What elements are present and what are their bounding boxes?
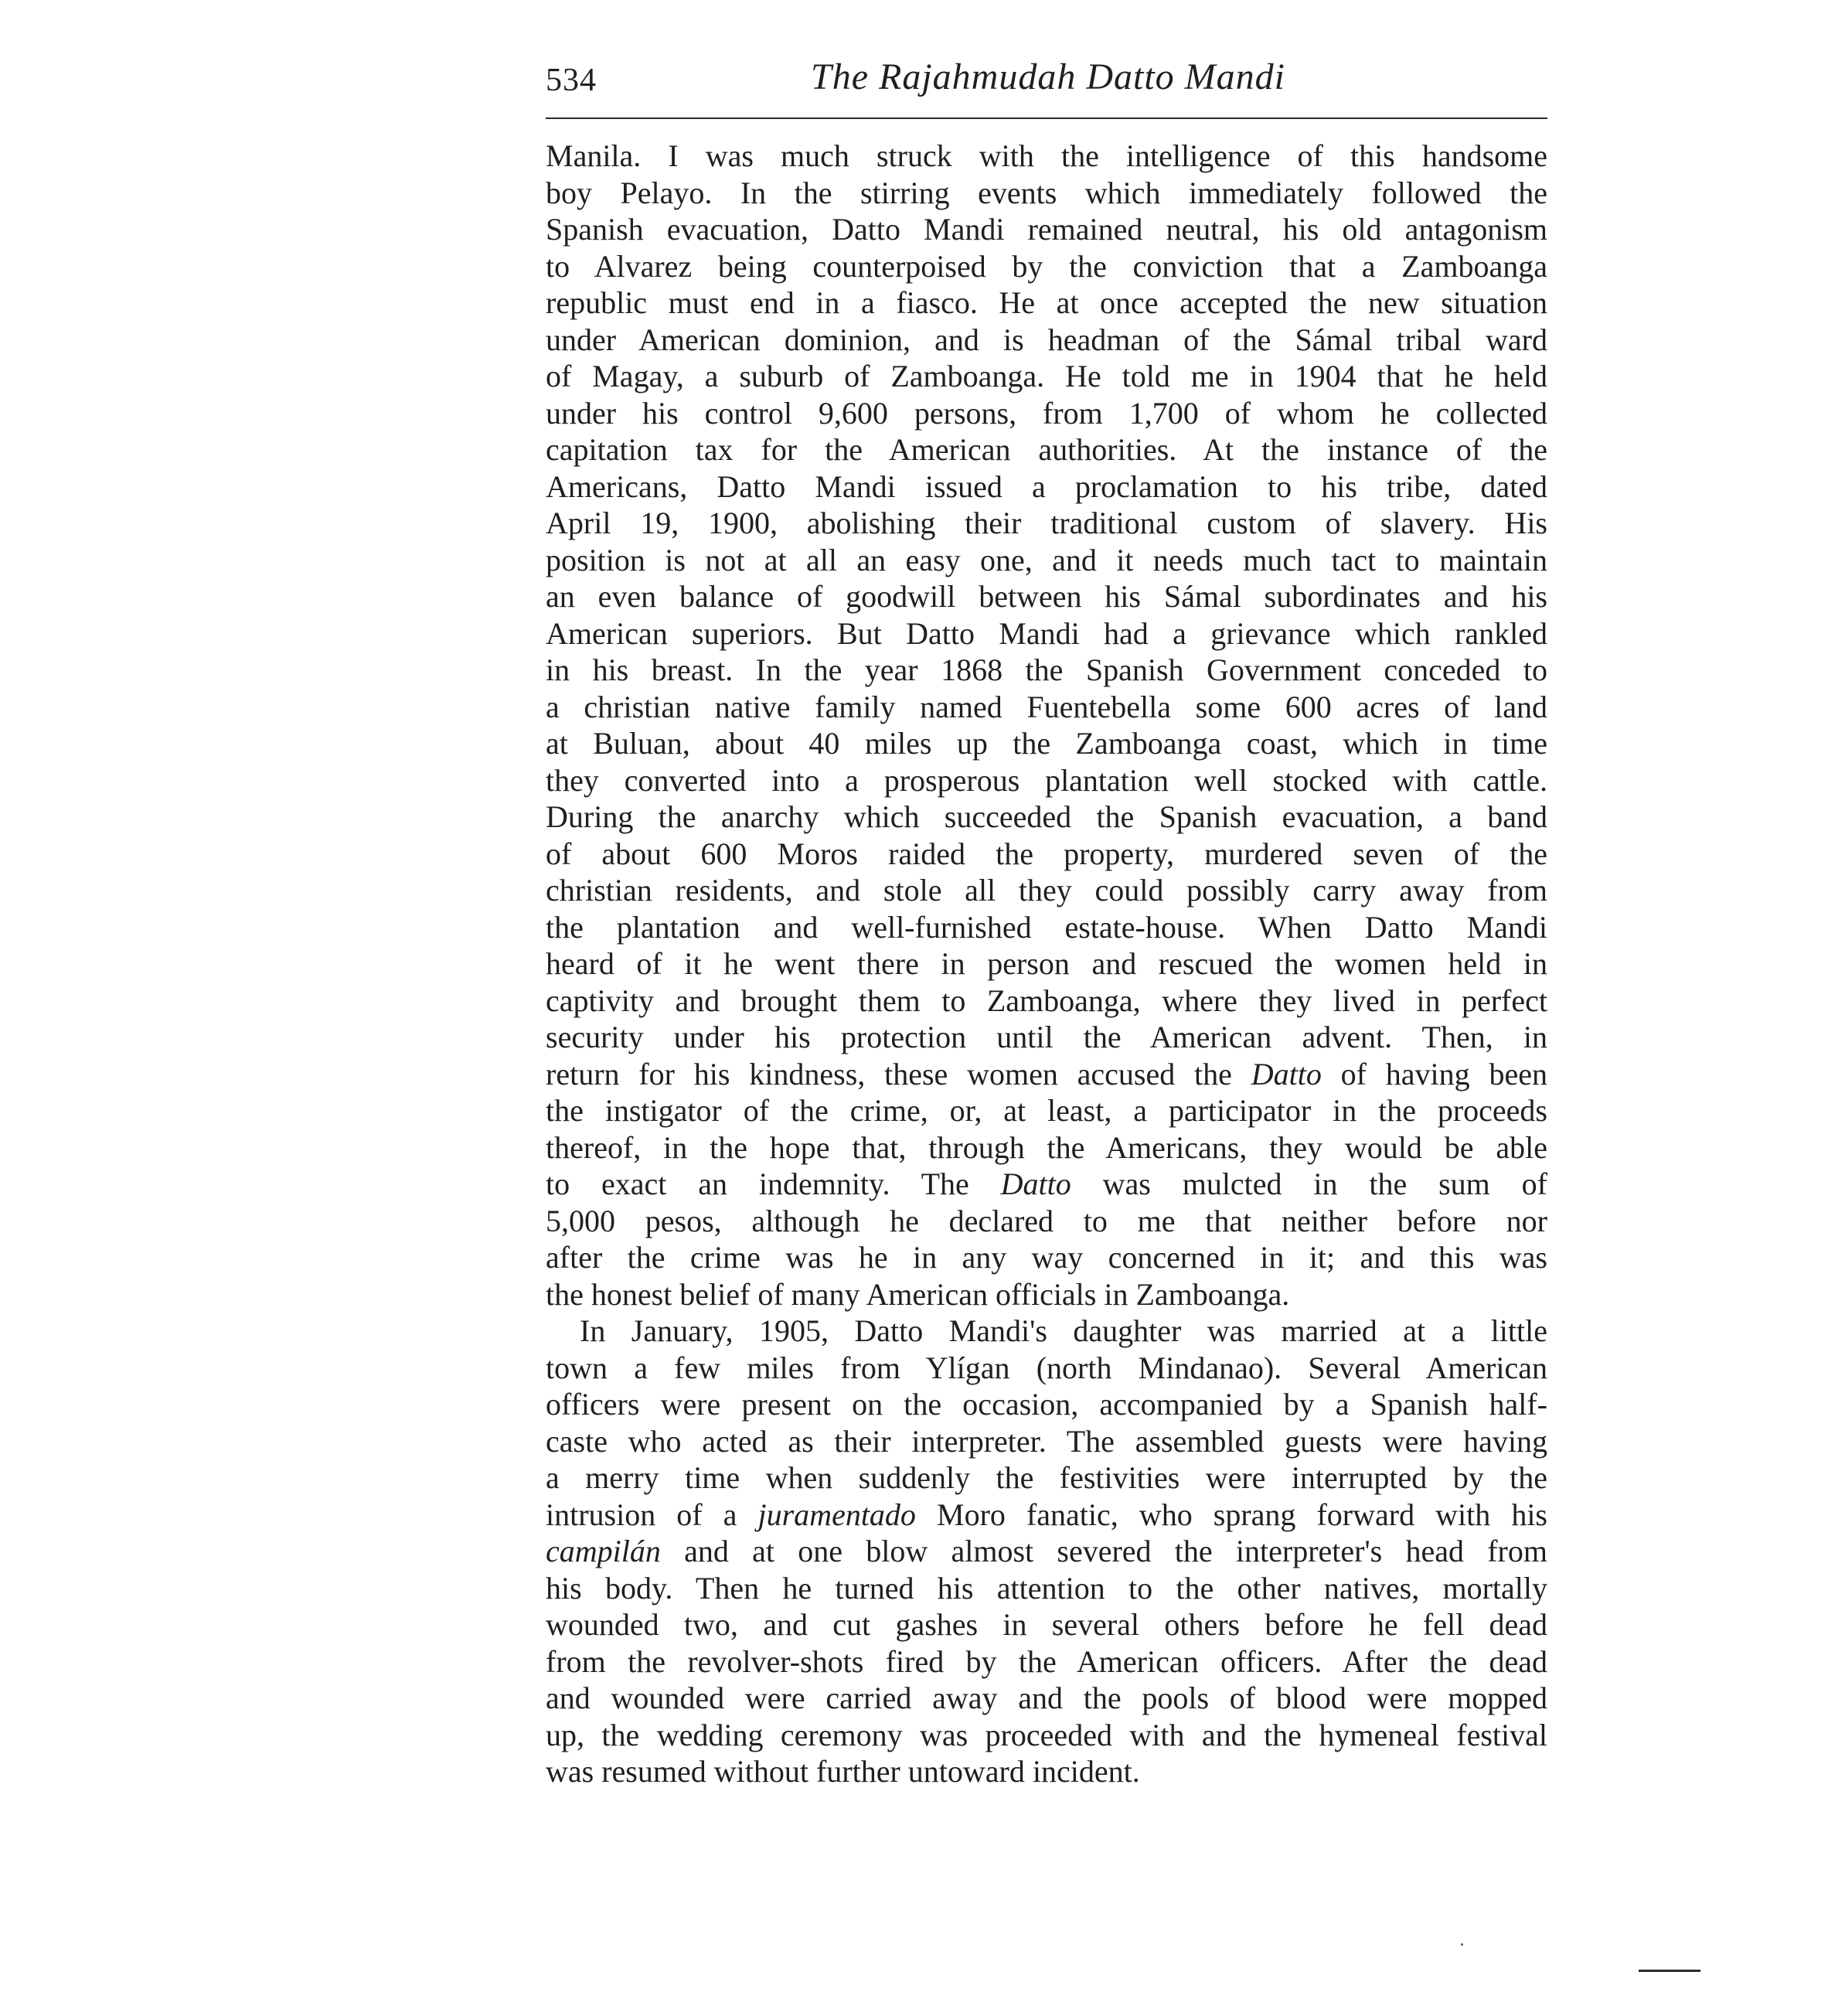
text-segment: Moro fanatic, who sprang forward with his <box>915 1497 1547 1532</box>
text-line <box>546 1643 1547 1681</box>
italic-term: Datto <box>1000 1166 1071 1201</box>
italic-term: campilán <box>546 1534 661 1568</box>
text-segment: up, the wedding ceremony was proceeded with and the hymeneal festival <box>546 1717 1547 1752</box>
text-line <box>546 1717 1547 1754</box>
text-segment: was resumed without further untoward incident. <box>546 1754 1140 1789</box>
text-line <box>546 1680 1547 1717</box>
text-segment: intrusion of a <box>546 1497 758 1532</box>
text-segment: to exact an indemnity. The <box>546 1166 1001 1201</box>
text-line: boy Pelayo. In the stirring events which immediately followed the <box>546 175 1547 210</box>
running-head <box>546 56 1551 111</box>
text-segment: 5,000 pesos, although he declared to me that neither before nor <box>546 1203 1547 1238</box>
text-line <box>546 1570 1547 1607</box>
text-line <box>546 1092 1547 1129</box>
text-line: in his breast. In the year 1868 the Spanish Government conceded to <box>546 652 1547 687</box>
paragraph <box>546 138 1547 1313</box>
text-line <box>546 1203 1547 1240</box>
text-line: security under his protection until the American advent. Then, in <box>546 1020 1547 1054</box>
text-segment: after the crime was he in any way concerned in it; and this was <box>546 1240 1547 1275</box>
text-line: American superiors. But Datto Mandi had a grievance which rankled <box>546 615 1547 651</box>
page-number: 534 <box>546 63 597 98</box>
text-segment: of having been <box>1321 1056 1547 1091</box>
text-line <box>546 1129 1547 1166</box>
text-line: April 19, 1900, abolishing their traditional custom of slavery. His <box>546 506 1547 540</box>
text-segment: his body. Then he turned his attention to the other natives, mortally <box>546 1570 1547 1606</box>
text-line: Americans, Datto Mandi issued a proclamation to his tribe, dated <box>546 468 1547 504</box>
text-line <box>546 1276 1547 1313</box>
paragraph <box>546 1313 1547 1790</box>
running-title: The Rajahmudah Datto Mandi <box>811 56 1285 97</box>
text-line: captivity and brought them to Zamboanga, where they lived in perfect <box>546 982 1547 1018</box>
text-line: of about 600 Moros raided the property, murdered seven of the <box>546 836 1547 871</box>
text-line: town a few miles from Ylígan (north Mindanao). Several American <box>546 1350 1547 1385</box>
italic-term: juramentado <box>757 1497 916 1532</box>
text-segment: the honest belief of many American officials in Zamboanga. <box>546 1276 1290 1312</box>
text-segment: thereof, in the hope that, through the Americans, they would be able <box>546 1129 1547 1165</box>
text-line: under American dominion, and is headman of the Sámal tribal ward <box>546 322 1547 357</box>
corner-rule <box>1639 1970 1700 1972</box>
text-line: of Magay, a suburb of Zamboanga. He told me in 1904 that he held <box>546 359 1547 393</box>
body-text <box>546 138 1547 1790</box>
text-line <box>546 1497 1547 1534</box>
text-line: caste who acted as their interpreter. The assembled guests were having <box>546 1423 1547 1459</box>
text-line: the plantation and well-furnished estate-house. When Datto Mandi <box>546 909 1547 945</box>
text-line: Spanish evacuation, Datto Mandi remained neutral, his old antagonism <box>546 212 1547 247</box>
text-line <box>546 1056 1547 1093</box>
text-line: a christian native family named Fuentebella some 600 acres of land <box>546 689 1547 724</box>
text-segment: from the revolver-shots fired by the American officers. After the dead <box>546 1643 1547 1679</box>
text-line: officers were present on the occasion, accompanied by a Spanish half- <box>546 1387 1547 1422</box>
text-segment: the instigator of the crime, or, at least, a participator in the proceeds <box>546 1093 1547 1128</box>
text-line: position is not at all an easy one, and it needs much tact to maintain <box>546 542 1547 577</box>
text-line: capitation tax for the American authorities. At the instance of the <box>546 432 1547 467</box>
text-line: they converted into a prosperous plantation well stocked with cattle. <box>546 762 1547 798</box>
text-line: heard of it he went there in person and rescued the women held in <box>546 946 1547 981</box>
text-line <box>546 1533 1547 1570</box>
text-line: During the anarchy which succeeded the Spanish evacuation, a band <box>546 799 1547 834</box>
text-line <box>546 1753 1547 1790</box>
italic-term: Datto <box>1251 1056 1322 1091</box>
text-line: Manila. I was much struck with the intelligence of this handsome <box>546 138 1547 173</box>
text-line: republic must end in a fiasco. He at once accepted the new situation <box>546 285 1547 320</box>
text-line <box>546 1166 1547 1203</box>
text-line: a merry time when suddenly the festivities were interrupted by the <box>546 1460 1547 1495</box>
text-segment: return for his kindness, these women accused the <box>546 1056 1251 1091</box>
text-line <box>546 1239 1547 1276</box>
text-line: In January, 1905, Datto Mandi's daughter was married at a little <box>580 1313 1547 1348</box>
header-rule <box>546 117 1547 119</box>
text-segment: and at one blow almost severed the interpreter's head from <box>660 1534 1547 1568</box>
speck-mark <box>1461 1943 1463 1946</box>
text-line <box>546 1606 1547 1643</box>
text-segment: wounded two, and cut gashes in several others before he fell dead <box>546 1607 1547 1642</box>
text-segment: was mulcted in the sum of <box>1071 1166 1547 1201</box>
text-segment: and wounded were carried away and the pools of blood were mopped <box>546 1681 1547 1715</box>
text-line: to Alvarez being counterpoised by the conviction that a Zamboanga <box>546 248 1547 284</box>
text-line: christian residents, and stole all they could possibly carry away from <box>546 873 1547 908</box>
text-line: at Buluan, about 40 miles up the Zamboanga coast, which in time <box>546 726 1547 761</box>
text-line: an even balance of goodwill between his Sámal subordinates and his <box>546 579 1547 614</box>
text-line: under his control 9,600 persons, from 1,700 of whom he collected <box>546 395 1547 431</box>
